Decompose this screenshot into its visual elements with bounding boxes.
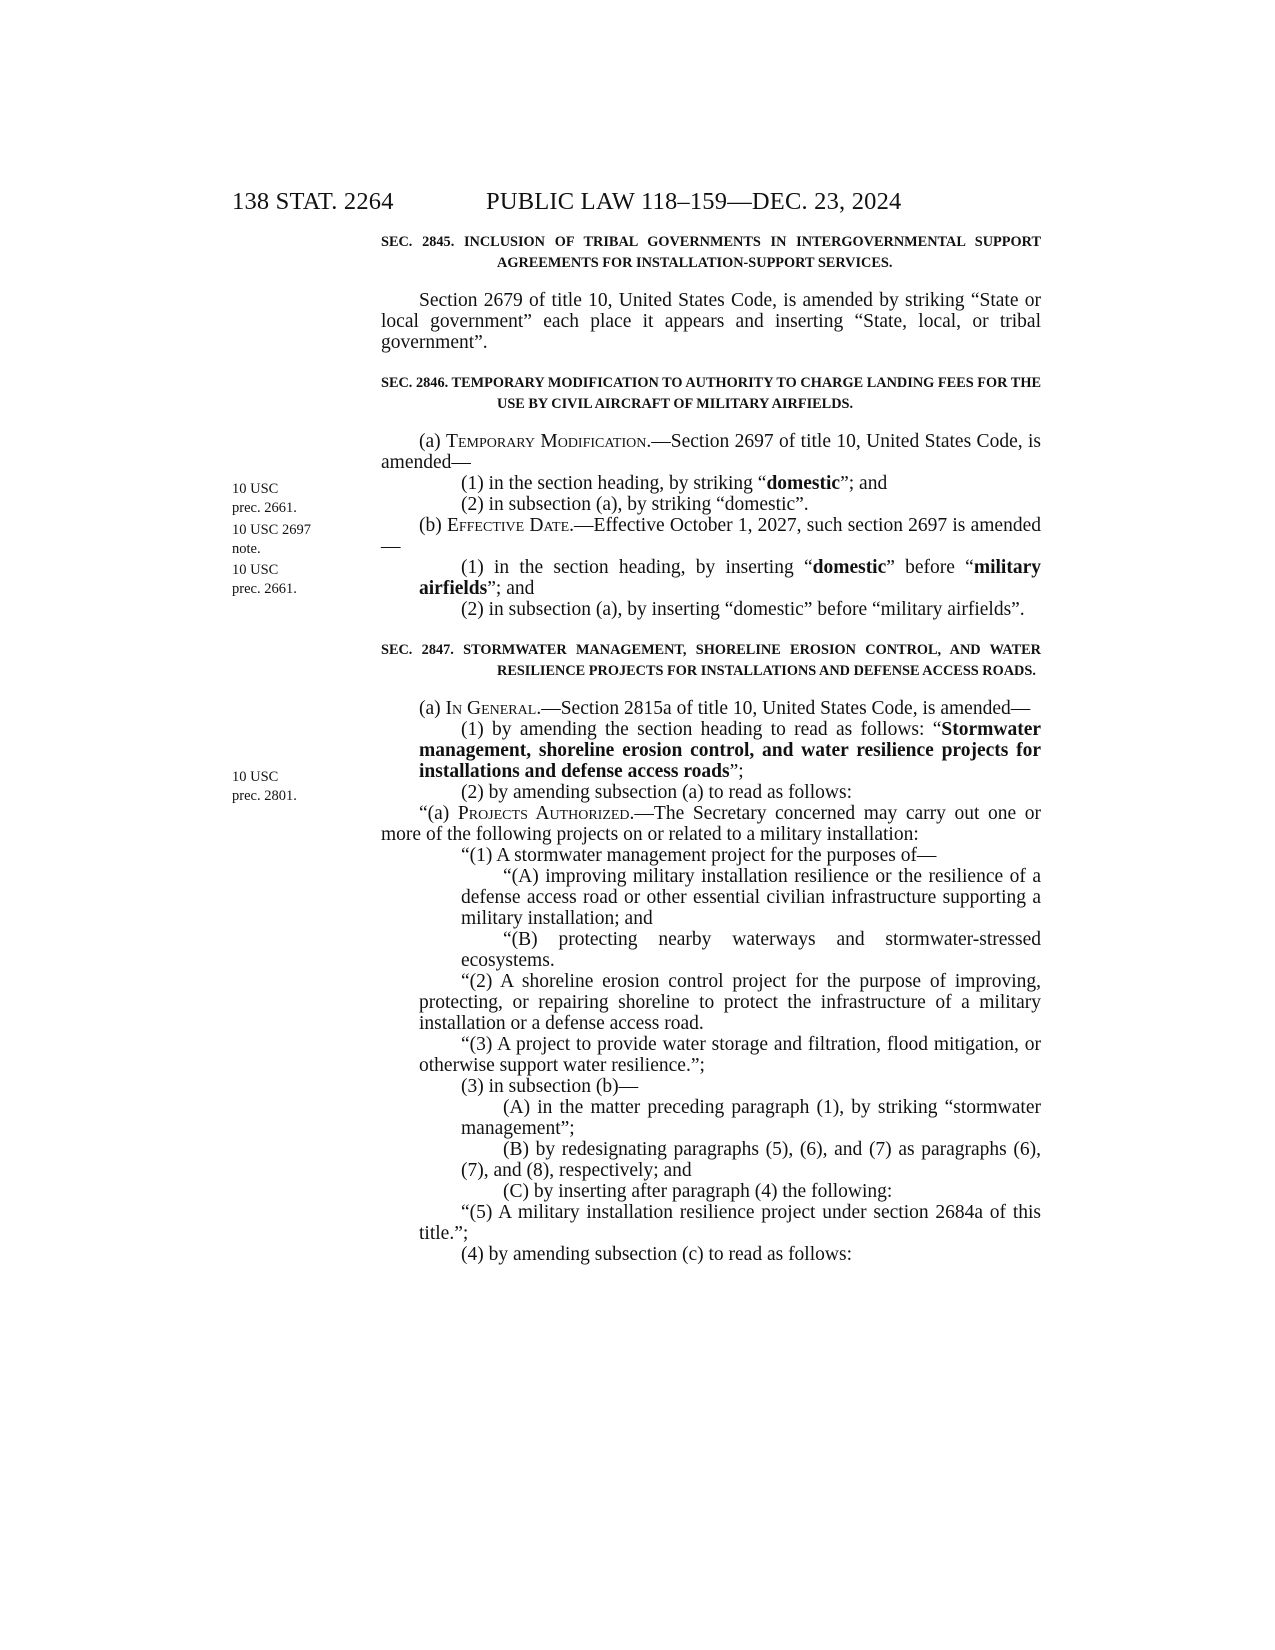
- subsection-text: .—Effective October 1, 2027, such section 2697 is amended—: [381, 515, 1041, 557]
- bold-term: domestic: [812, 557, 887, 578]
- quoted-paragraph-2: “(2) A shoreline erosion control project for the purpose of improving, protecting, or repairing shoreline to protect the infrastructure of a military installation or a defense access road.: [419, 971, 1041, 1034]
- paragraph-2846-a2: (2) in subsection (a), by striking “domestic”.: [461, 494, 809, 515]
- margin-note-line: prec. 2801.: [232, 788, 297, 804]
- text-run: ”; and: [487, 578, 535, 599]
- paragraph-2847-3B: (B) by redesignating paragraphs (5), (6), and (7) as paragraphs (6), (7), and (8), respectively; and: [461, 1139, 1041, 1181]
- section-heading-2846: SEC. 2846. TEMPORARY MODIFICATION TO AUTHORITY TO CHARGE LANDING FEES FOR THE USE BY CIVIL AIRCRAFT OF MILITARY AIRFIELDS.: [381, 375, 1041, 412]
- running-header-title: PUBLIC LAW 118–159—DEC. 23, 2024: [486, 188, 902, 215]
- text-run: (1) in the section heading, by inserting “: [461, 557, 813, 578]
- subsection-2846-a: [381, 431, 1041, 473]
- bold-term: domestic: [766, 473, 841, 494]
- subsection-caption: Effective Date: [446, 515, 570, 536]
- text-run: ” before “: [886, 557, 974, 578]
- quoted-paragraph-1: “(1) A stormwater management project for the purposes of—: [461, 845, 937, 866]
- subsection-2846-b: [381, 515, 1041, 557]
- margin-note-line: prec. 2661.: [232, 500, 297, 516]
- text-run: (1) in the section heading, by striking “: [461, 473, 767, 494]
- quoted-paragraph-5: “(5) A military installation resilience project under section 2684a of this title.”;: [419, 1202, 1041, 1244]
- margin-note-line: 10 USC: [232, 562, 279, 578]
- paragraph-2846-b2: (2) in subsection (a), by inserting “domestic” before “military airfields”.: [461, 599, 1025, 620]
- subsection-caption: Projects Authorized: [457, 803, 630, 824]
- section-heading-2847: SEC. 2847. STORMWATER MANAGEMENT, SHORELINE EROSION CONTROL, AND WATER RESILIENCE PROJECTS FOR INSTALLATIONS AND DEFENSE ACCESS ROADS.: [381, 642, 1041, 679]
- text-run: ”;: [729, 761, 744, 782]
- subsection-label: (a): [419, 698, 446, 719]
- quoted-paragraph-3: “(3) A project to provide water storage and filtration, flood mitigation, or otherwise support water resilience.”;: [419, 1034, 1041, 1076]
- margin-note-line: prec. 2661.: [232, 581, 297, 597]
- subsection-caption: In General: [445, 698, 537, 719]
- quoted-subparagraph-A: “(A) improving military installation resilience or the resilience of a defense access road or other essential civilian infrastructure supporting a military installation; and: [461, 866, 1041, 929]
- subsection-label: (b): [419, 515, 447, 536]
- subsection-text: .—Section 2815a of title 10, United States Code, is amended—: [536, 698, 1031, 719]
- bold-term: military airfields: [419, 557, 1041, 599]
- stat-page-number: 138 STAT. 2264: [232, 188, 394, 215]
- margin-note-3: [232, 561, 342, 599]
- paragraph-2847-3A: (A) in the matter preceding paragraph (1), by striking “stormwater management”;: [461, 1097, 1041, 1139]
- margin-note-1: [232, 480, 342, 518]
- paragraph-2847-2: (2) by amending subsection (a) to read as follows:: [461, 782, 852, 803]
- paragraph-2846-a1: [381, 473, 1041, 494]
- margin-note-4: [232, 768, 342, 806]
- subsection-label: “(a): [419, 803, 458, 824]
- margin-note-2: [232, 521, 342, 559]
- subsection-label: (a): [419, 431, 447, 452]
- margin-note-line: 10 USC: [232, 481, 279, 497]
- text-run: ”; and: [840, 473, 888, 494]
- paragraph-2846-b1: [381, 557, 1041, 599]
- margin-note-line: 10 USC 2697: [232, 522, 311, 538]
- main-text-column: [381, 232, 1041, 1265]
- subsection-text: .—The Secretary concerned may carry out one or more of the following projects on or related to a military installation:: [381, 803, 1041, 845]
- section-2845-body: Section 2679 of title 10, United States Code, is amended by striking “State or local government” each place it appears and inserting “State, local, or tribal government”.: [381, 290, 1041, 353]
- section-heading-2845: SEC. 2845. INCLUSION OF TRIBAL GOVERNMENTS IN INTERGOVERNMENTAL SUPPORT AGREEMENTS FOR INSTALLATION-SUPPORT SERVICES.: [381, 234, 1041, 271]
- subsection-text: .—Section 2697 of title 10, United States Code, is amended—: [381, 431, 1041, 473]
- paragraph-2847-4: (4) by amending subsection (c) to read as follows:: [461, 1244, 852, 1265]
- bold-term: Stormwater management, shoreline erosion control, and water resilience projects for installations and defense access roads: [419, 719, 1041, 782]
- margin-note-line: 10 USC: [232, 769, 279, 785]
- margin-note-line: note.: [232, 541, 261, 557]
- paragraph-2847-3: (3) in subsection (b)—: [461, 1076, 639, 1097]
- text-run: (1) by amending the section heading to read as follows: “: [461, 719, 942, 740]
- quoted-subparagraph-B: “(B) protecting nearby waterways and stormwater-stressed ecosystems.: [461, 929, 1041, 971]
- paragraph-2847-3C: (C) by inserting after paragraph (4) the following:: [503, 1181, 893, 1202]
- subsection-2847-a: [381, 698, 1041, 719]
- subsection-caption: Temporary Modification: [446, 431, 647, 452]
- quoted-subsection-a: [381, 803, 1041, 845]
- paragraph-2847-1: [381, 719, 1041, 782]
